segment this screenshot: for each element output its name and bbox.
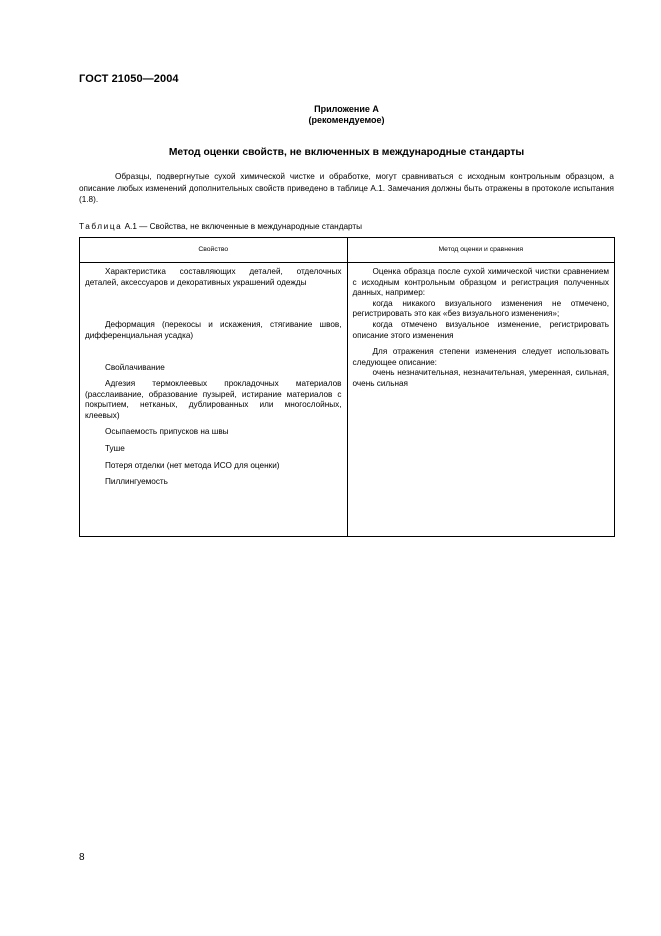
column-header-method: Метод оценки и сравнения	[347, 238, 614, 263]
property-item: Свойлачивание	[105, 363, 165, 373]
table-caption-prefix: Таблица	[79, 222, 123, 231]
property-item: Деформация (перекосы и искажения, стягивание швов, дифференциальная усадка)	[85, 320, 342, 340]
intro-paragraph: Образцы, подвергнутые сухой химической чистке и обработке, могут сравниваться с исходным контрольным образцом, а описание любых изменений дополнительных свойств приведено в таблице А.1. Замечания должны быть отражены в протоколе испытания (1.8).	[79, 172, 614, 204]
table-header-row	[80, 238, 615, 263]
property-column	[80, 263, 348, 537]
property-item: Характеристика составляющих деталей, отделочных деталей, аксессуаров и декоративных украшений одежды	[85, 267, 342, 287]
property-item: Осыпаемость припусков на швы	[105, 427, 229, 437]
document-title: Метод оценки свойств, не включенных в международные стандарты	[168, 147, 525, 158]
table-body-row	[80, 263, 615, 537]
property-item: Потеря отделки (нет метода ИСО для оценки)	[105, 460, 280, 470]
table-caption	[79, 222, 362, 231]
annex-title: Приложение А	[314, 104, 379, 114]
method-column	[347, 263, 614, 537]
column-header-property: Свойство	[80, 238, 348, 263]
standard-code: ГОСТ 21050—2004	[79, 73, 179, 85]
page-number: 8	[79, 852, 85, 863]
property-item: Туше	[105, 443, 125, 453]
method-item: когда отмечено визуальное изменение, регистрировать описание этого изменения	[352, 319, 609, 340]
method-item: Оценка образца после сухой химической чистки сравнением с исходным контрольным образцом и регистрация полученных данных, например:	[352, 267, 609, 298]
method-item: Для отражения степени изменения следует использовать следующее описание:	[352, 347, 609, 367]
annex-status: (рекомендуемое)	[308, 115, 385, 125]
annex-heading	[79, 104, 614, 126]
property-item: Пиллингуемость	[105, 477, 168, 487]
method-item: когда никакого визуального изменения не отмечено, регистрировать это как «без визуального изменения»;	[352, 298, 609, 319]
properties-table	[79, 237, 615, 537]
property-item: Адгезия термоклеевых прокладочных материалов (расслаивание, образование пузырей, истирание материалов с покрытием, нетканых, дублированных или многослойных, клеевых)	[85, 378, 342, 420]
table-caption-text: А.1 — Свойства, не включенные в международные стандарты	[122, 222, 363, 231]
method-item: очень незначительная, незначительная, умеренная, сильная, очень сильная	[352, 368, 609, 388]
